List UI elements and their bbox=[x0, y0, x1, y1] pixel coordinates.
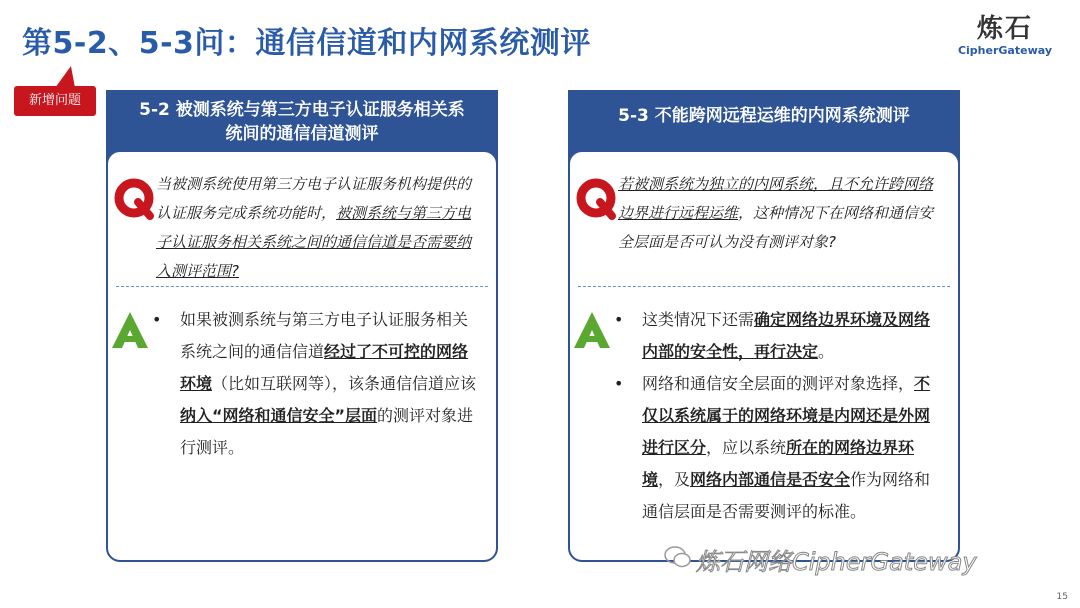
answer-item bbox=[148, 304, 478, 464]
question-icon bbox=[112, 176, 156, 220]
logo-en: CipherGateway bbox=[957, 44, 1052, 57]
dashed-divider bbox=[578, 286, 950, 287]
question-icon bbox=[574, 176, 618, 220]
answer-bold: 网络内部通信是否安全 bbox=[690, 470, 851, 489]
wechat-icon bbox=[664, 545, 692, 569]
answer-bold: 确定网络边界环境及网络内部的安全性，再行决定 bbox=[642, 310, 931, 361]
answer-plain: ，应以系统 bbox=[706, 438, 787, 457]
badge-pointer bbox=[55, 66, 81, 88]
question-text bbox=[618, 170, 940, 257]
answer-item bbox=[610, 368, 940, 528]
answer-plain: 这类情况下还需 bbox=[642, 310, 755, 329]
bullet: • bbox=[152, 310, 162, 329]
question-plain: ，这种情况下在网络和通信安全层面是否可认为没有测评对象? bbox=[618, 204, 934, 251]
answer-icon bbox=[110, 310, 150, 350]
answer-icon bbox=[572, 310, 612, 350]
question-text bbox=[156, 170, 478, 286]
answer-plain: 作为网络和通信层面是否需要测评的标准。 bbox=[642, 470, 931, 521]
dashed-divider bbox=[116, 286, 488, 287]
answer-plain: 的测评对象进行测评。 bbox=[180, 406, 474, 457]
panel-title bbox=[568, 104, 960, 128]
new-question-badge: 新增问题 bbox=[14, 86, 96, 116]
panel-title-line1: 5-2 被测系统与第三方电子认证服务相关系 bbox=[139, 100, 465, 120]
answer-plain: （比如互联网等），该条通信信道应该 bbox=[212, 374, 477, 393]
slide-title: 第5-2、5-3问：通信信道和内网系统测评 bbox=[22, 26, 591, 61]
panel-body bbox=[106, 150, 498, 562]
answer-list bbox=[610, 304, 940, 528]
watermark-text: 炼石网络CipherGateway bbox=[696, 548, 977, 576]
answer-plain: 如果被测系统与第三方电子认证服务相关系统之间的通信信道 bbox=[180, 310, 469, 361]
bullet: • bbox=[614, 310, 624, 329]
answer-item bbox=[610, 304, 940, 368]
question-plain: 当被测系统使用第三方电子认证服务机构提供的认证服务完成系统功能时， bbox=[156, 175, 472, 222]
answer-plain: 网络和通信安全层面的测评对象选择， bbox=[642, 374, 915, 393]
question-underlined: 若被测系统为独立的内网系统，且不允许跨网络边界进行远程运维 bbox=[618, 175, 934, 222]
panel-title bbox=[106, 98, 498, 146]
panel-body bbox=[568, 150, 960, 562]
bullet: • bbox=[614, 374, 624, 393]
answer-plain: 。 bbox=[818, 342, 835, 361]
answer-plain: ，及 bbox=[658, 470, 691, 489]
panel-title-line1: 5-3 不能跨网远程运维的内网系统测评 bbox=[618, 106, 910, 126]
logo-cn: 炼石 bbox=[976, 14, 1033, 44]
page-number: 15 bbox=[1056, 592, 1068, 602]
panel-5-2 bbox=[106, 90, 498, 558]
answer-bold: 纳入“网络和通信安全”层面 bbox=[180, 406, 378, 425]
question-underlined: 被测系统与第三方电子认证服务相关系统之间的通信信道是否需要纳入测评范围? bbox=[156, 204, 472, 280]
answer-bold: 经过了不可控的网络环境 bbox=[180, 342, 469, 393]
answer-bold: 不仅以系统属于的网络环境是内网还是外网进行区分 bbox=[642, 374, 931, 457]
answer-bold: 所在的网络边界环境 bbox=[642, 438, 915, 489]
panel-5-3 bbox=[568, 90, 960, 558]
panel-title-line2: 统间的通信信道测评 bbox=[225, 124, 379, 144]
answer-list bbox=[148, 304, 478, 464]
company-logo bbox=[958, 14, 1052, 58]
